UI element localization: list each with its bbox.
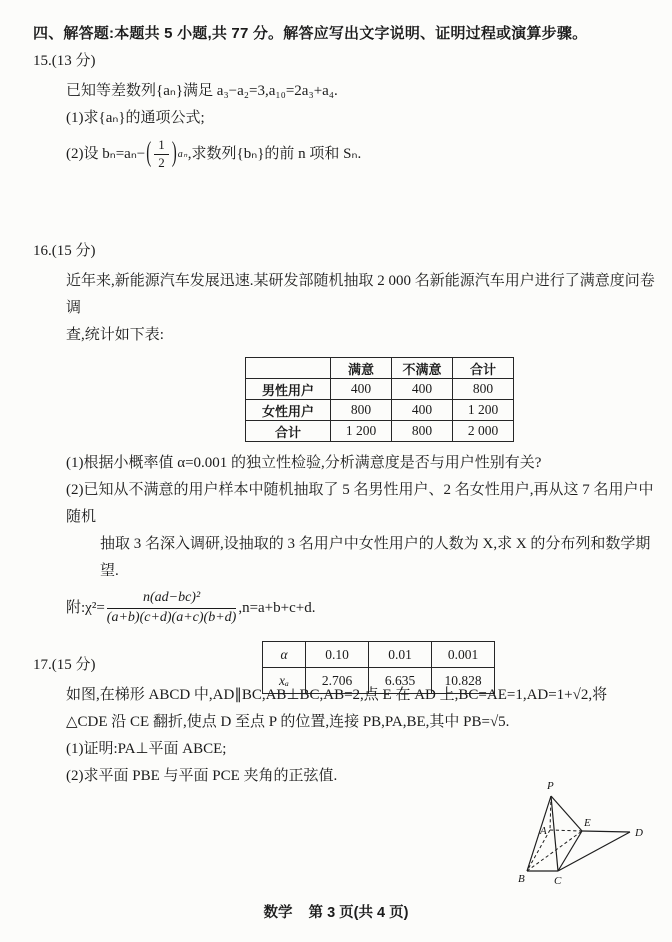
table-cell: 0.001 [432, 642, 495, 668]
table-cell: 1 200 [453, 400, 514, 421]
header-cell-total: 合计 [453, 358, 514, 379]
q16-intro-line1: 近年来,新能源汽车发展迅速.某研发部随机抽取 2 000 名新能源汽车用户进行了满意度问卷调 [66, 273, 655, 316]
vertex-label-d: D [635, 827, 643, 839]
formula-numerator: n(ad−bc)² [107, 590, 237, 608]
open-paren: ( [146, 137, 152, 169]
vertex-label-c: C [554, 875, 562, 887]
chi-square-formula [66, 585, 658, 631]
page-footer [0, 901, 672, 922]
table-cell: 0.10 [306, 642, 369, 668]
formula-suffix: ,n=a+b+c+d. [238, 599, 316, 616]
close-paren: ) [171, 137, 177, 169]
q16-number: 16.(15 分) [33, 243, 96, 259]
q17-part1: (1)证明:PA⊥平面 ABCE; [66, 741, 227, 757]
table-cell: 400 [331, 379, 392, 400]
q16-intro-line2: 查,统计如下表: [66, 327, 164, 343]
header-cell-unsatisfied: 不满意 [392, 358, 453, 379]
question-17 [0, 652, 672, 790]
satisfaction-table [245, 357, 514, 442]
table-cell: 0.01 [369, 642, 432, 668]
table-cell: 800 [392, 421, 453, 442]
q15-intro: 已知等差数列{aₙ}满足 a₃−a₂=3,a₁₀=2a₃+a₄. [66, 83, 338, 99]
table-cell: 1 200 [331, 421, 392, 442]
table-cell: 2 000 [453, 421, 514, 442]
header-cell-blank [246, 358, 331, 379]
x-alpha-symbol: xₐ [263, 668, 306, 694]
section-header: 四、解答题:本题共 5 小题,共 77 分。解答应写出文字说明、证明过程或演算步骤。 [33, 25, 588, 42]
table-cell: 10.828 [432, 668, 495, 694]
vertex-label-e: E [584, 817, 591, 829]
formula-prefix: 附:χ²= [66, 599, 105, 616]
vertex-label-b: B [518, 873, 525, 885]
table-row-female [246, 400, 514, 421]
table-cell: 800 [453, 379, 514, 400]
table-row-total [246, 421, 514, 442]
vertex-label-a: A [540, 825, 547, 837]
table-cell: 800 [331, 400, 392, 421]
formula-fraction [107, 590, 237, 625]
question-15 [0, 48, 672, 176]
one-half-fraction [154, 138, 169, 171]
q15-part2-suffix: ,求数列{bₙ}的前 n 项和 Sₙ. [187, 145, 362, 162]
q17-intro-line2: △CDE 沿 CE 翻折,使点 D 至点 P 的位置,连接 PB,PA,BE,其中 PB=√5. [66, 714, 510, 730]
geometry-figure [492, 778, 662, 915]
q15-part1: (1)求{aₙ}的通项公式; [66, 110, 205, 126]
q17-part2: (2)求平面 PBE 与平面 PCE 夹角的正弦值. [66, 768, 338, 784]
alpha-symbol: α [263, 642, 306, 668]
footer-page-info: 第 3 页(共 4 页) [308, 905, 409, 921]
formula-denominator: (a+b)(c+d)(a+c)(b+d) [106, 609, 237, 625]
footer-subject: 数学 [263, 905, 293, 921]
row-label: 合计 [246, 421, 331, 442]
table-cell: 6.635 [369, 668, 432, 694]
exponent: aₙ [177, 148, 188, 160]
fraction-denominator: 2 [158, 154, 165, 170]
q15-number: 15.(13 分) [33, 53, 96, 69]
fraction-numerator: 1 [154, 138, 169, 155]
q15-part2-prefix: (2)设 bₙ=aₙ− [66, 145, 146, 162]
vertex-label-p: P [547, 780, 554, 792]
q17-intro-line1: 如图,在梯形 ABCD 中,AD∥BC,AB⊥BC,AB=2,点 E 在 AD 上,BC=AE=1,AD=1+√2,将 [66, 687, 608, 703]
q16-part2-line2: 抽取 3 名深入调研,设抽取的 3 名用户中女性用户的人数为 X,求 X 的分布列和数学期望. [100, 536, 651, 579]
pyramid-figure-svg [492, 778, 662, 910]
question-16 [0, 238, 672, 694]
q16-part2-line1: (2)已知从不满意的用户样本中随机抽取了 5 名男性用户、2 名女性用户,再从这 7 名用户中随机 [66, 482, 654, 525]
q17-number: 17.(15 分) [33, 657, 96, 673]
header-cell-satisfied: 满意 [331, 358, 392, 379]
row-label: 女性用户 [246, 400, 331, 421]
q15-part2 [66, 132, 658, 176]
q16-part1: (1)根据小概率值 α=0.001 的独立性检验,分析满意度是否与用户性别有关? [66, 455, 542, 471]
table-cell: 2.706 [306, 668, 369, 694]
row-label: 男性用户 [246, 379, 331, 400]
table-header-row [246, 358, 514, 379]
table-row-male [246, 379, 514, 400]
table-cell: 400 [392, 379, 453, 400]
table-cell: 400 [392, 400, 453, 421]
